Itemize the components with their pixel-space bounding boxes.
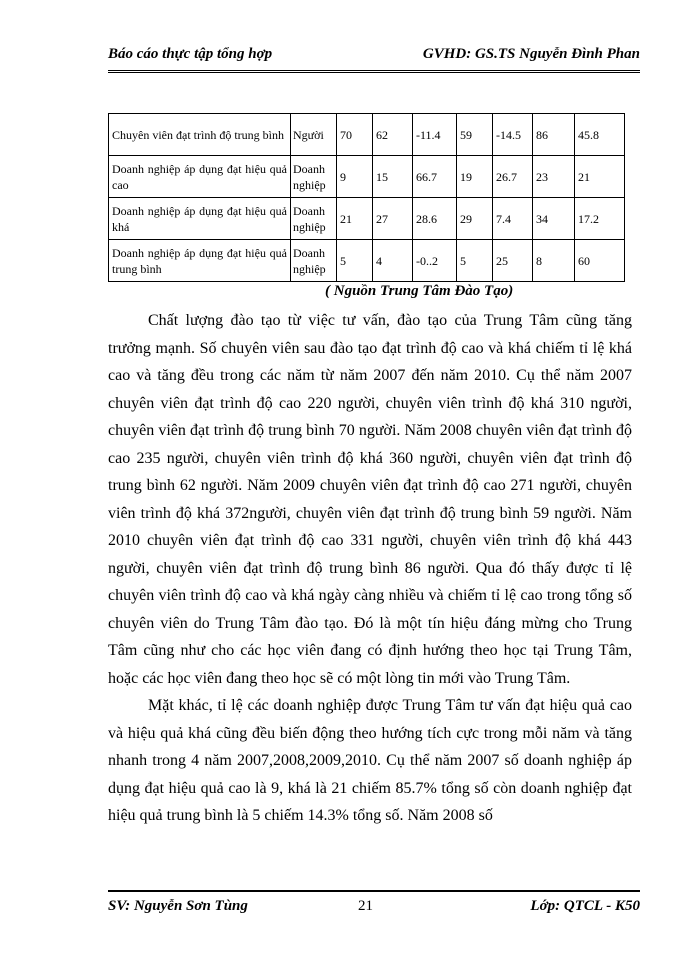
table-cell: 29 — [457, 198, 493, 240]
paragraph: Chất lượng đào tạo từ việc tư vấn, đào tạo của Trung Tâm cũng tăng trưởng mạnh. Số chuyên viên sau đào tạo đạt trình độ cao và khá chiếm tỉ lệ khá cao và tăng đều trong các năm từ năm 2007 đến năm 2010. Cụ thể năm 2007 chuyên viên đạt trình độ cao 220 người, chuyên viên trình độ khá 310 người, chuyên viên đạt trình độ trung bình 70 người. Năm 2008 chuyên viên đạt trình độ cao 235 người, chuyên viên trình độ khá 360 người, chuyên viên đạt trình độ trung bình 62 người. Năm 2009 chuyên viên đạt trình độ cao 271 người, chuyên viên trình độ khá 372người, chuyên viên đạt trình độ trung bình 59 người. Năm 2010 chuyên viên đạt trình độ cao 331 người, chuyên viên trình độ khá 443 người, chuyên viên đạt trình độ trung bình 86 người. Qua đó thấy được tỉ lệ chuyên viên trình độ cao và khá ngày càng nhiều và chiếm tỉ lệ cao trong tổng số chuyên viên do Trung Tâm đào tạo. Đó là một tín hiệu đáng mừng cho Trung Tâm cũng như cho các học viên đang có định hướng theo học tại Trung Tâm, hoặc các học viên đang theo học sẽ có một lòng tin mới vào Trung Tâm. — [108, 312, 632, 687]
statistics-table — [108, 113, 625, 282]
row-unit: Doanh nghiệp — [291, 198, 337, 240]
table-cell: 28.6 — [413, 198, 457, 240]
body-text — [108, 307, 632, 830]
table-row — [109, 198, 625, 240]
header-supervisor: GVHD: GS.TS Nguyễn Đình Phan — [422, 46, 640, 62]
table-cell: -11.4 — [413, 114, 457, 156]
table-source-caption: ( Nguồn Trung Tâm Đào Tạo) — [325, 283, 514, 299]
table-cell: 4 — [373, 240, 413, 282]
table-row — [109, 114, 625, 156]
table-cell: -14.5 — [493, 114, 533, 156]
row-label: Doanh nghiệp áp dụng đạt hiệu quả trung bình — [109, 240, 291, 282]
table-cell: 26.7 — [493, 156, 533, 198]
row-unit: Doanh nghiệp — [291, 240, 337, 282]
row-unit: Người — [291, 114, 337, 156]
table-row — [109, 240, 625, 282]
table-cell: 5 — [457, 240, 493, 282]
footer-class: Lớp: QTCL - K50 — [530, 898, 640, 914]
row-label: Doanh nghiệp áp dụng đạt hiệu quả cao — [109, 156, 291, 198]
table-cell: 9 — [337, 156, 373, 198]
header-report-title: Báo cáo thực tập tổng hợp — [108, 46, 273, 62]
footer-student: SV: Nguyễn Sơn Tùng — [108, 898, 248, 914]
table-cell: 25 — [493, 240, 533, 282]
table-cell: 27 — [373, 198, 413, 240]
table-cell: 70 — [337, 114, 373, 156]
page-number: 21 — [358, 898, 373, 914]
table-cell: 21 — [337, 198, 373, 240]
table-row — [109, 156, 625, 198]
table-cell: 5 — [337, 240, 373, 282]
row-label: Chuyên viên đạt trình độ trung bình — [109, 114, 291, 156]
table-cell: 66.7 — [413, 156, 457, 198]
page-footer — [108, 890, 640, 922]
table-cell: 59 — [457, 114, 493, 156]
table-cell: 21 — [575, 156, 625, 198]
table-cell: 45.8 — [575, 114, 625, 156]
paragraph: Mặt khác, tỉ lệ các doanh nghiệp được Trung Tâm tư vấn đạt hiệu quả cao và hiệu quả khá cũng đều biến động theo hướng tích cực trong mỗi năm và tăng nhanh trong 4 năm 2007,2008,2009,2010. Cụ thể năm 2007 số doanh nghiệp áp dụng đạt hiệu quả cao là 9, khá là 21 chiếm 85.7% tổng số còn doanh nghiệp đạt hiệu quả trung bình là 5 chiếm 14.3% tổng số. Năm 2008 số — [108, 697, 632, 824]
table-cell: 34 — [533, 198, 575, 240]
table-cell: 86 — [533, 114, 575, 156]
row-unit: Doanh nghiệp — [291, 156, 337, 198]
table-cell: 7.4 — [493, 198, 533, 240]
table-cell: 60 — [575, 240, 625, 282]
table-cell: 17.2 — [575, 198, 625, 240]
table-cell: 23 — [533, 156, 575, 198]
page-header — [108, 36, 640, 73]
table-cell: 15 — [373, 156, 413, 198]
table-cell: 19 — [457, 156, 493, 198]
table-cell: 62 — [373, 114, 413, 156]
table-cell: 8 — [533, 240, 575, 282]
table-cell: -0..2 — [413, 240, 457, 282]
row-label: Doanh nghiệp áp dụng đạt hiệu quả khá — [109, 198, 291, 240]
